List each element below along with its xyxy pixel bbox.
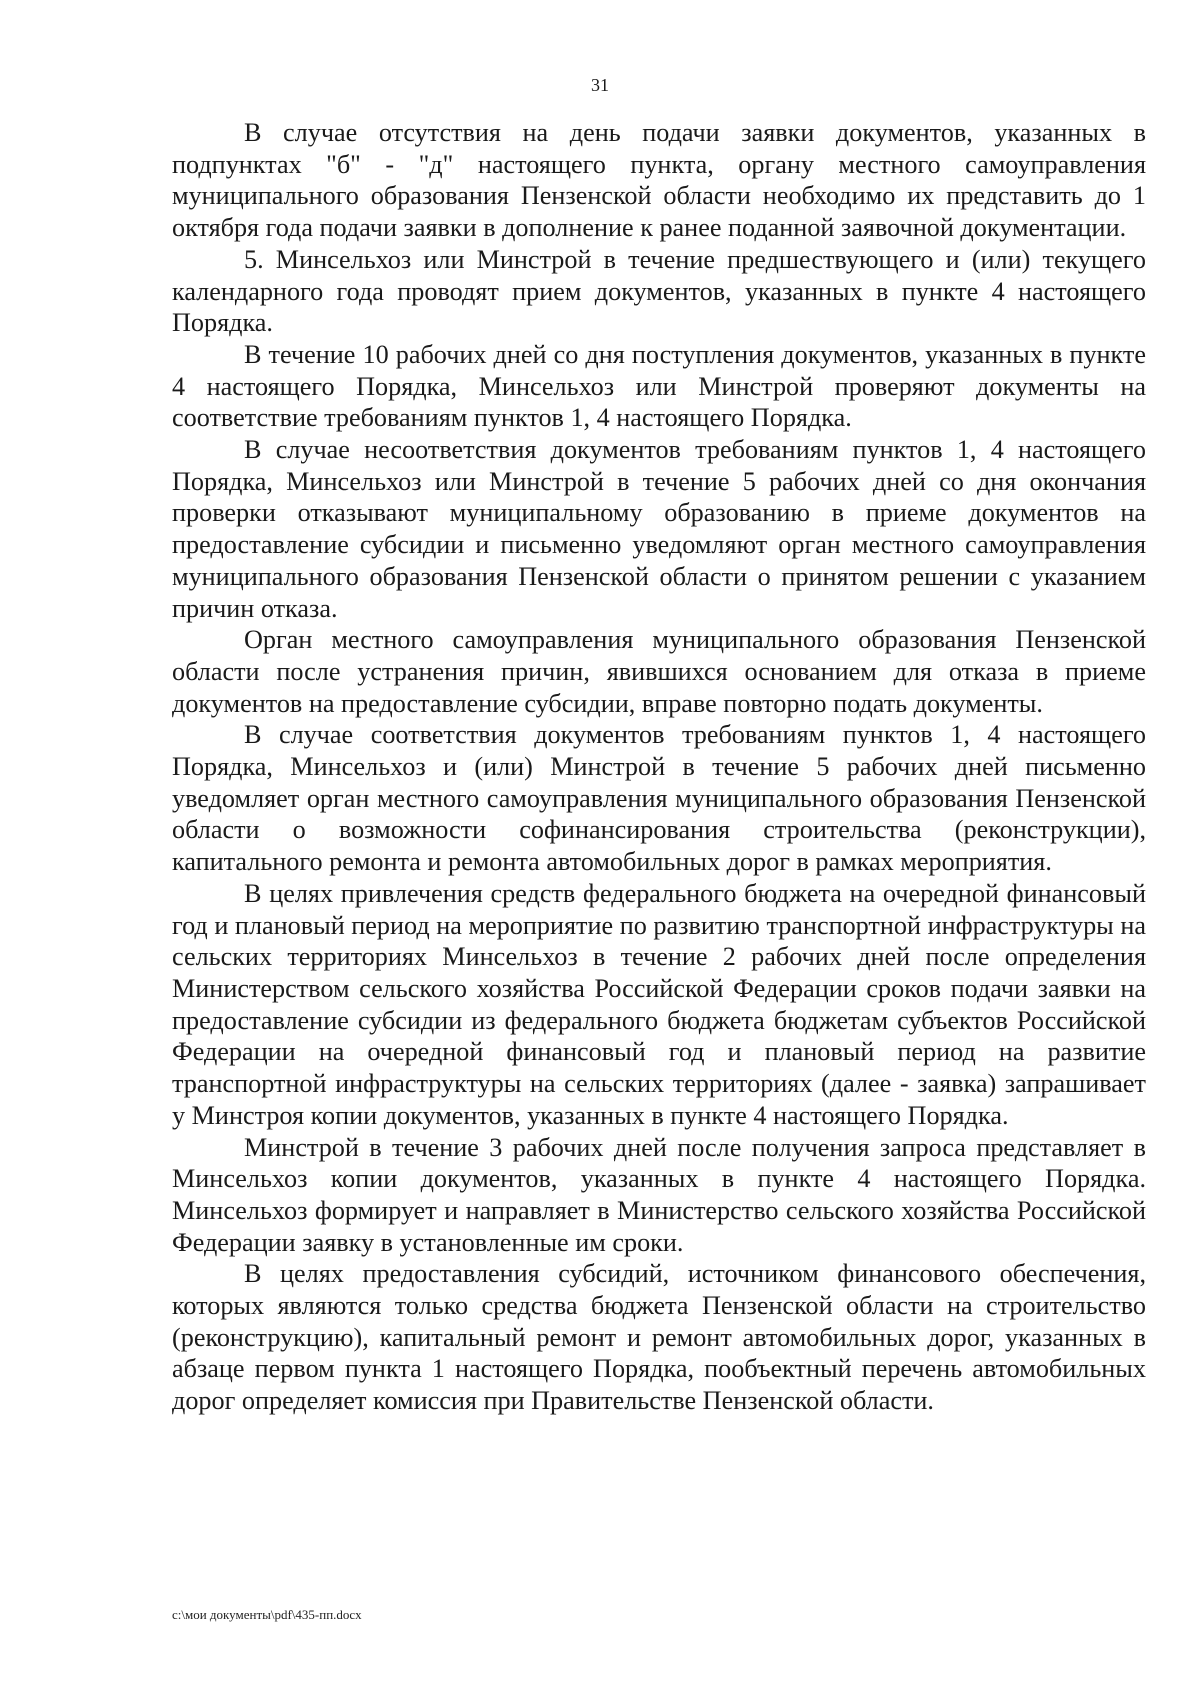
paragraph: В случае несоответствия документов требованиям пунктов 1, 4 настоящего Порядка, Минсельхоз или Минстрой в течение 5 рабочих дней со дня окончания проверки отказывают муниципальному образованию в приеме документов на предоставление субсидии и письменно уведомляют орган местного самоуправления муниципального образования Пензенской области о принятом решении с указанием причин отказа. bbox=[172, 435, 1146, 623]
file-path-footer: c:\мои документы\pdf\435-пп.docx bbox=[172, 1607, 362, 1622]
paragraph: В целях привлечения средств федерального бюджета на очередной финансовый год и плановый период на мероприятие по развитию транспортной инфраструктуры на сельских территориях Минсельхоз в течение 2 рабочих дней после определения Министерством сельского хозяйства Российской Федерации сроков подачи заявки на предоставление субсидии из федерального бюджета бюджетам субъектов Российской Федерации на очередной финансовый год и плановый период на развитие транспортной инфраструктуры на сельских территориях (далее - заявка) запрашивает у Минстроя копии документов, указанных в пункте 4 настоящего Порядка. bbox=[172, 878, 1146, 1130]
page-number: 31 bbox=[591, 75, 609, 95]
document-body bbox=[172, 117, 1146, 1417]
paragraph: 5. Минсельхоз или Минстрой в течение предшествующего и (или) текущего календарного года проводят прием документов, указанных в пункте 4 настоящего Порядка. bbox=[172, 244, 1146, 338]
paragraph: В целях предоставления субсидий, источником финансового обеспечения, которых являются только средства бюджета Пензенской области на строительство (реконструкцию), капитальный ремонт и ремонт автомобильных дорог, указанных в абзаце первом пункта 1 настоящего Порядка, пообъектный перечень автомобильных дорог определяет комиссия при Правительстве Пензенской области. bbox=[172, 1259, 1146, 1416]
paragraph: Орган местного самоуправления муниципального образования Пензенской области после устранения причин, явившихся основанием для отказа в приеме документов на предоставление субсидии, вправе повторно подать документы. bbox=[172, 625, 1146, 718]
paragraph: В течение 10 рабочих дней со дня поступления документов, указанных в пункте 4 настоящего Порядка, Минсельхоз или Минстрой проверяют документы на соответствие требованиям пунктов 1, 4 настоящего Порядка. bbox=[172, 339, 1146, 433]
paragraph: Минстрой в течение 3 рабочих дней после получения запроса представляет в Минсельхоз копии документов, указанных в пункте 4 настоящего Порядка. Минсельхоз формирует и направляет в Министерство сельского хозяйства Российской Федерации заявку в установленные им сроки. bbox=[172, 1132, 1146, 1257]
paragraph: В случае соответствия документов требованиям пунктов 1, 4 настоящего Порядка, Минсельхоз и (или) Минстрой в течение 5 рабочих дней письменно уведомляет орган местного самоуправления муниципального образования Пензенской области о возможности софинансирования строительства (реконструкции), капитального ремонта и ремонта автомобильных дорог в рамках мероприятия. bbox=[172, 720, 1146, 877]
paragraph: В случае отсутствия на день подачи заявки документов, указанных в подпунктах "б" - "д" настоящего пункта, органу местного самоуправления муниципального образования Пензенской области необходимо их представить до 1 октября года подачи заявки в дополнение к ранее поданной заявочной документации. bbox=[172, 118, 1146, 243]
